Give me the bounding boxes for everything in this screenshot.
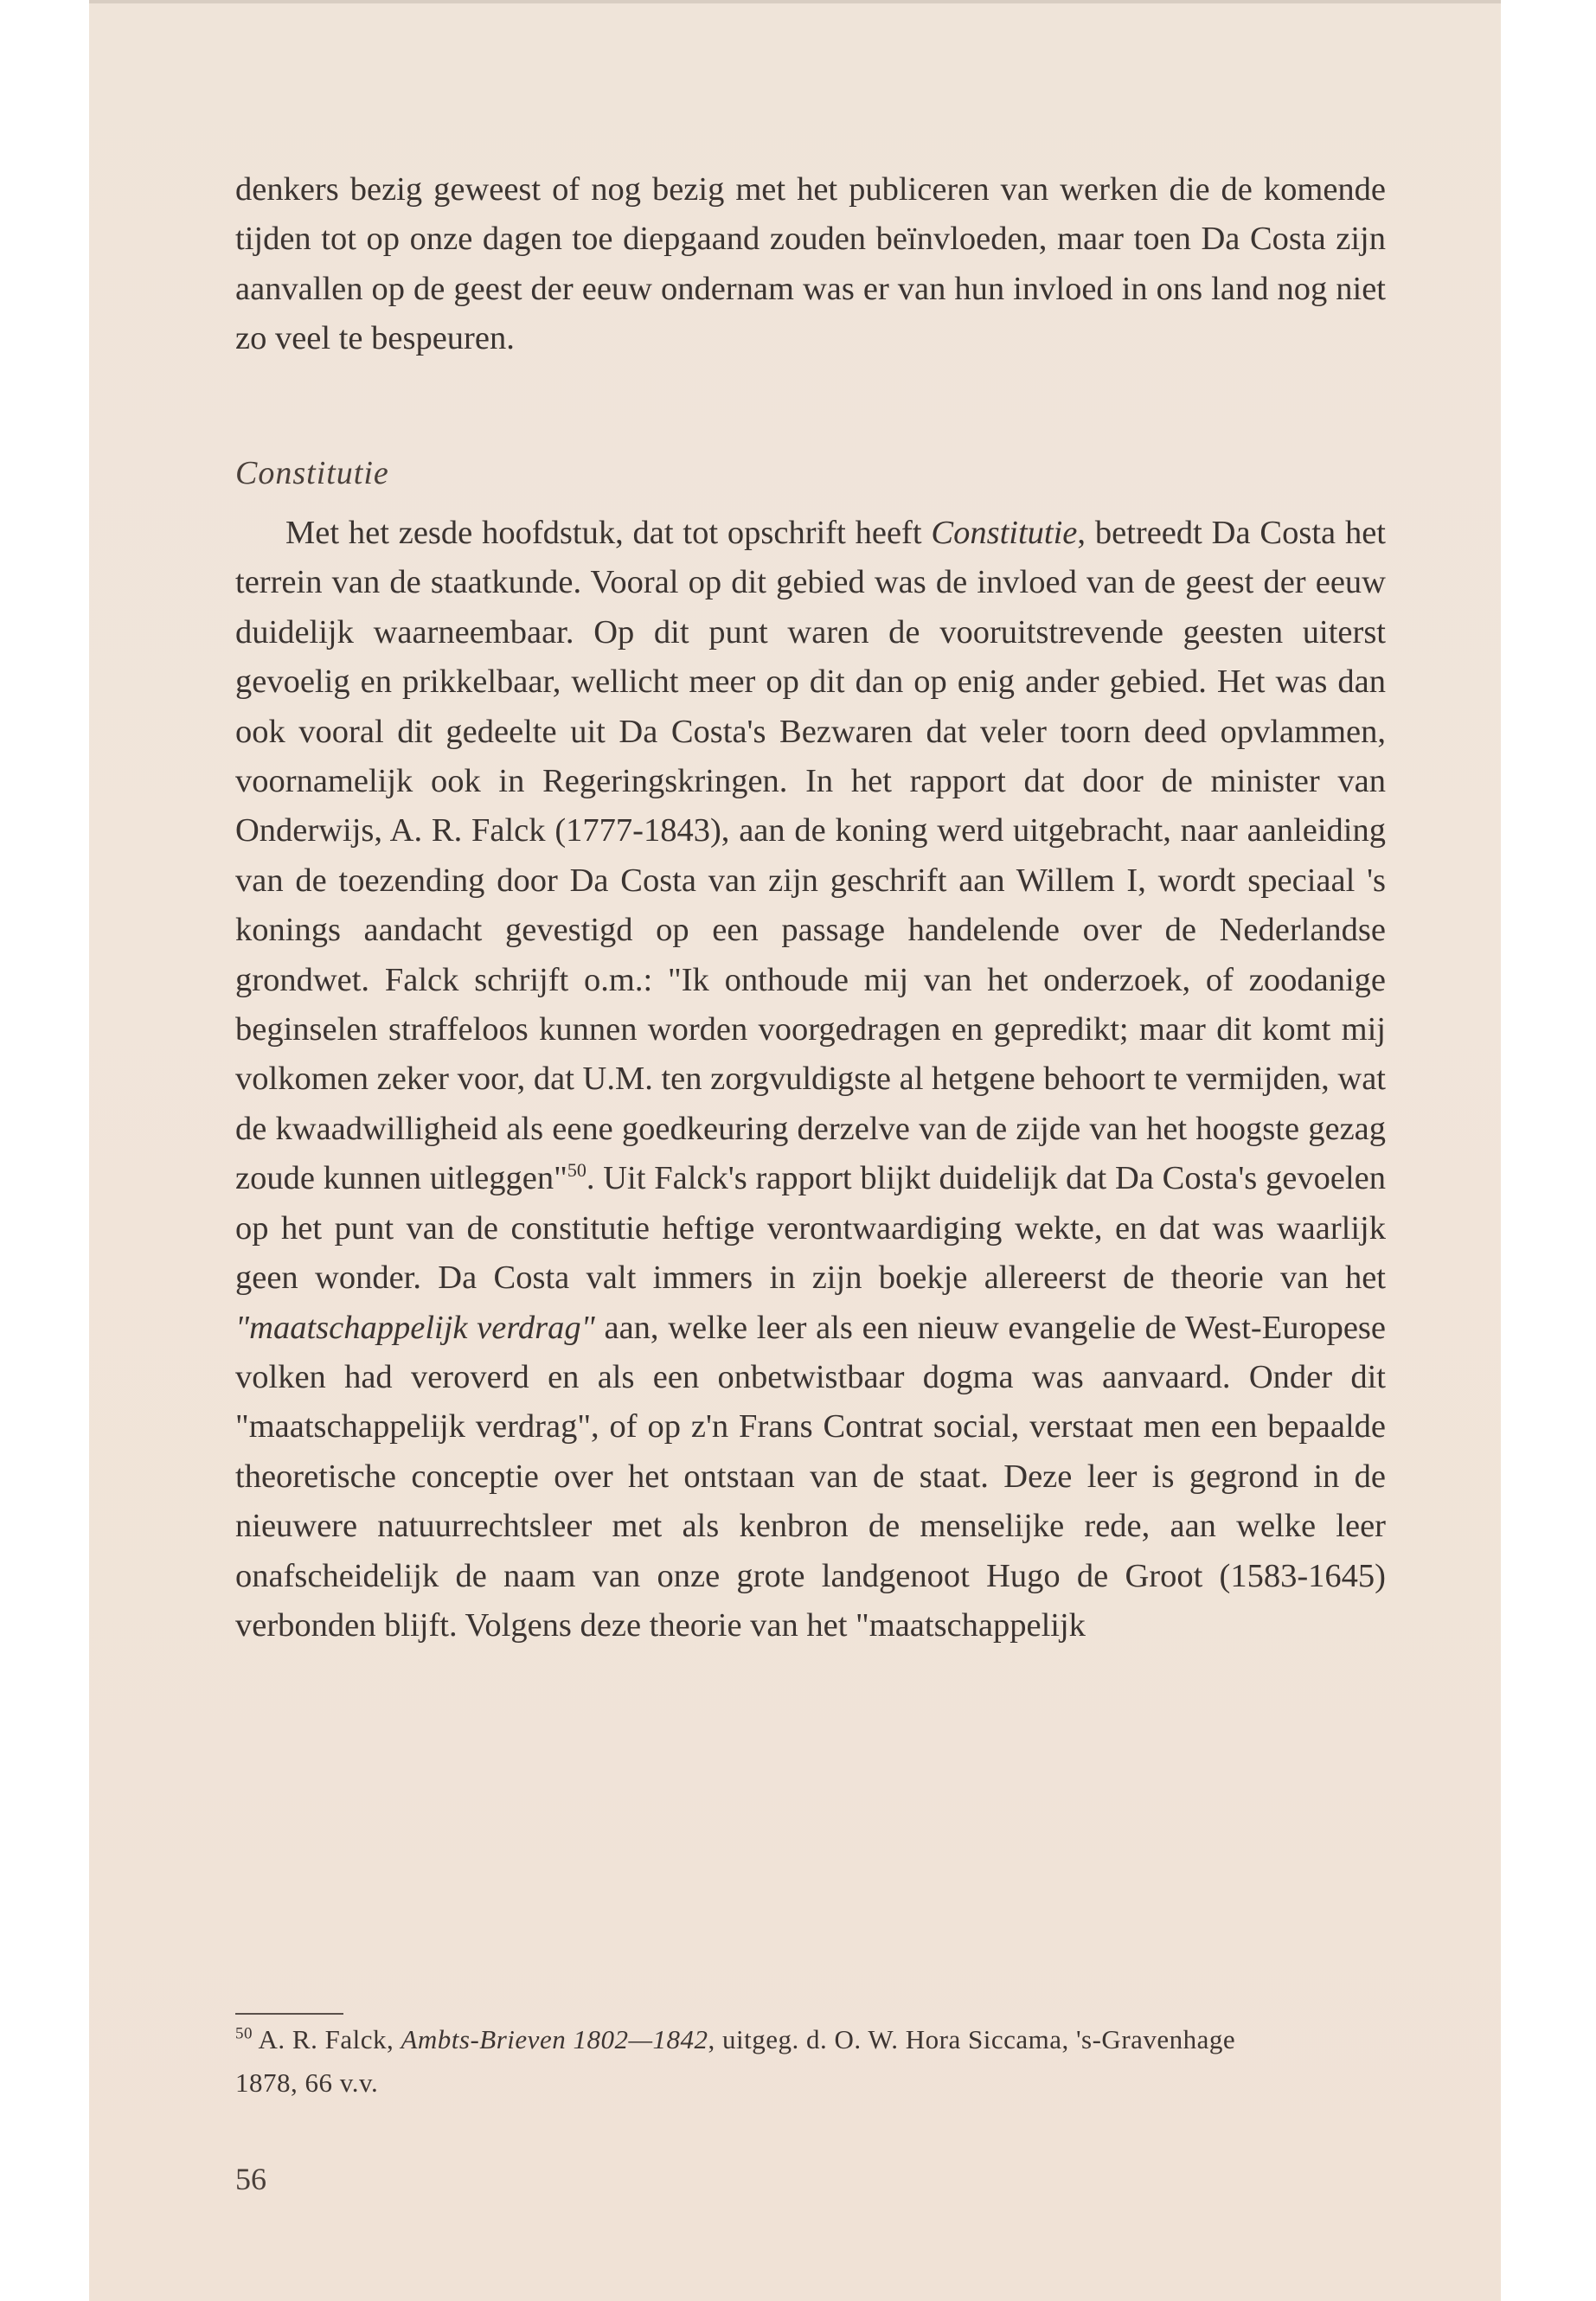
- body-text-3: . Uit Falck's rapport blijkt duidelijk dat Da Costa's gevoelen op het punt van de constitutie heftige verontwaardiging wekte, en dat was waarlijk geen wonder. Da Costa valt immers in zijn boekje allereerst de theorie van het: [235, 1160, 1387, 1297]
- section-heading: Constitutie: [235, 455, 389, 491]
- footnote-author: A. R. Falck,: [253, 2024, 401, 2054]
- page-number: 56: [235, 2162, 266, 2196]
- footnote-divider: [235, 2013, 343, 2015]
- body-paragraph: [235, 509, 1386, 1650]
- footnote: [235, 2018, 1273, 2105]
- italic-constitutie: Constitutie: [931, 515, 1078, 551]
- body-text-4: aan, welke leer als een nieuw evangelie de West-Europese volken had veroverd en als een onbetwistbaar dogma was aanvaard. Onder dit "maatschappelijk verdrag", of op z'n Frans Contrat social, verstaat men een bepaalde theoretische conceptie over het ontstaan van de staat. Deze leer is gegrond in de nieuwere natuurrechtsleer met als kenbron de menselijke rede, aan welke leer onafscheidelijk de naam van onze grote landgenoot Hugo de Groot (1583-1645) verbonden blijft. Volgens deze theorie van het "maatschappelijk: [235, 1309, 1386, 1644]
- footnote-reference[interactable]: 50: [567, 1159, 586, 1182]
- body-text-2: , betreedt Da Costa het terrein van de staatkunde. Vooral op dit gebied was de invloed van de geest der eeuw duidelijk waarneembaar. Op dit punt waren de vooruitstrevende geesten uiterst gevoelig en prikkelbaar, wellicht meer op dit dan op enig ander gebied. Het was dan ook vooral dit gedeelte uit Da Costa's Bezwaren dat veler toorn deed opvlammen, voornamelijk ook in Regeringskringen. In het rapport dat door de minister van Onderwijs, A. R. Falck (1777-1843), aan de koning werd uitgebracht, naar aanleiding van de toezending door Da Costa van zijn geschrift aan Willem I, wordt speciaal 's konings aandacht gevestigd op een passage handelende over de Nederlandse grondwet. Falck schrijft o.m.: "Ik onthoude mij van het onderzoek, of zoodanige beginselen straffeloos kunnen worden voorgedragen en gepredikt; maar dit komt mij volkomen zeker voor, dat U.M. ten zorgvuldigste al hetgene behoort te vermijden, wat de kwaadwilligheid als eene goedkeuring derzelve van de zijde van het hoogste gezag zoude kunnen uitleggen": [235, 515, 1386, 1197]
- page-top-edge: [89, 0, 1501, 3]
- intro-paragraph: denkers bezig geweest of nog bezig met het publiceren van werken die de komende tijden tot op onze dagen toe diepgaand zouden beïnvloeden, maar toen Da Costa zijn aanvallen op de geest der eeuw ondernam was er van hun invloed in ons land nog niet zo veel te bespeuren.: [235, 171, 1386, 357]
- footnote-number: 50: [235, 2024, 253, 2043]
- footnote-title: Ambts-Brieven 1802—1842: [401, 2024, 708, 2054]
- italic-maatschappelijk-verdrag: "maatschappelijk verdrag": [235, 1309, 595, 1346]
- body-text-1: Met het zesde hoofdstuk, dat tot opschrift heeft: [285, 515, 932, 551]
- footnote-rest: , uitgeg. d. O. W. Hora Siccama, 's-Gravenhage 1878, 66 v.v.: [235, 2024, 1236, 2098]
